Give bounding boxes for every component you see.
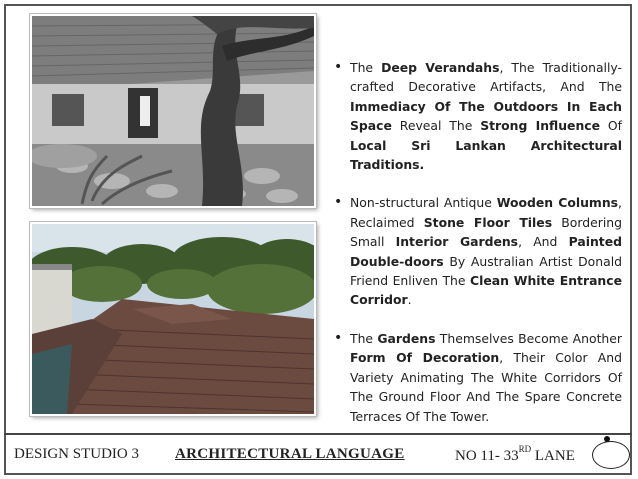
text-run: , And <box>518 234 569 250</box>
bullet-text-1 <box>350 60 622 172</box>
bullet-wooden-columns <box>330 193 622 309</box>
footer-course: DESIGN STUDIO 3 <box>14 446 139 462</box>
courtyard-photo-image <box>32 16 314 206</box>
text-run: The <box>350 330 378 346</box>
bold-phrase: Local Sri Lankan Architectural Traditions. <box>350 137 622 173</box>
footer-topic: ARCHITECTURAL LANGUAGE <box>175 446 405 462</box>
bullet-text-2 <box>350 195 622 307</box>
footer-address-lane: LANE <box>531 448 575 464</box>
bold-phrase: Wooden Columns <box>496 195 619 211</box>
text-run: Non-structural Antique <box>350 195 497 211</box>
footer-circle-icon <box>592 441 630 469</box>
text-run: , The Traditionally-crafted Decorative Artifacts, And The <box>350 60 623 95</box>
bold-phrase: Painted Double-doors <box>350 234 622 269</box>
footer-address-sup: RD <box>518 444 532 454</box>
text-run: , Reclaimed <box>350 195 622 230</box>
roof-garden-photo-image <box>32 224 314 414</box>
bold-phrase: Strong Influence <box>480 118 601 134</box>
bold-phrase: Gardens <box>377 330 436 346</box>
bold-phrase: Interior Gardens <box>395 234 519 250</box>
text-run: , Their Color And Variety Animating The White Corridors Of The Ground Floor And The Spare Concrete Terraces Of The Tower. <box>350 350 622 424</box>
bullet-verandahs <box>330 58 622 174</box>
bullet-gardens <box>330 329 622 426</box>
text-run: Bordering Small <box>350 214 623 250</box>
text-run: Themselves Become Another <box>435 330 622 346</box>
footer-address-number: NO 11- 33 <box>455 448 519 464</box>
text-run: By Australian Artist Donald Friend Enliven The <box>350 253 622 289</box>
bullet-text-3 <box>350 331 622 424</box>
bold-phrase: Form Of Decoration <box>350 350 500 366</box>
bold-phrase: Deep Verandahs <box>381 60 500 75</box>
roof-garden-photo <box>30 222 316 416</box>
footer-dot-icon <box>604 436 610 442</box>
bold-phrase: Stone Floor Tiles <box>423 214 553 230</box>
bold-phrase: Clean White Entrance Corridor <box>350 273 622 308</box>
courtyard-photo <box>30 14 316 208</box>
footer-address <box>455 446 575 465</box>
text-run: Of <box>600 118 622 134</box>
text-run: Reveal The <box>391 118 481 134</box>
text-run: . <box>407 292 412 308</box>
footer-divider <box>4 433 632 435</box>
text-run: The <box>350 60 382 75</box>
bold-phrase: Immediacy Of The Outdoors In Each Space <box>350 98 622 134</box>
bullet-list <box>330 58 622 445</box>
